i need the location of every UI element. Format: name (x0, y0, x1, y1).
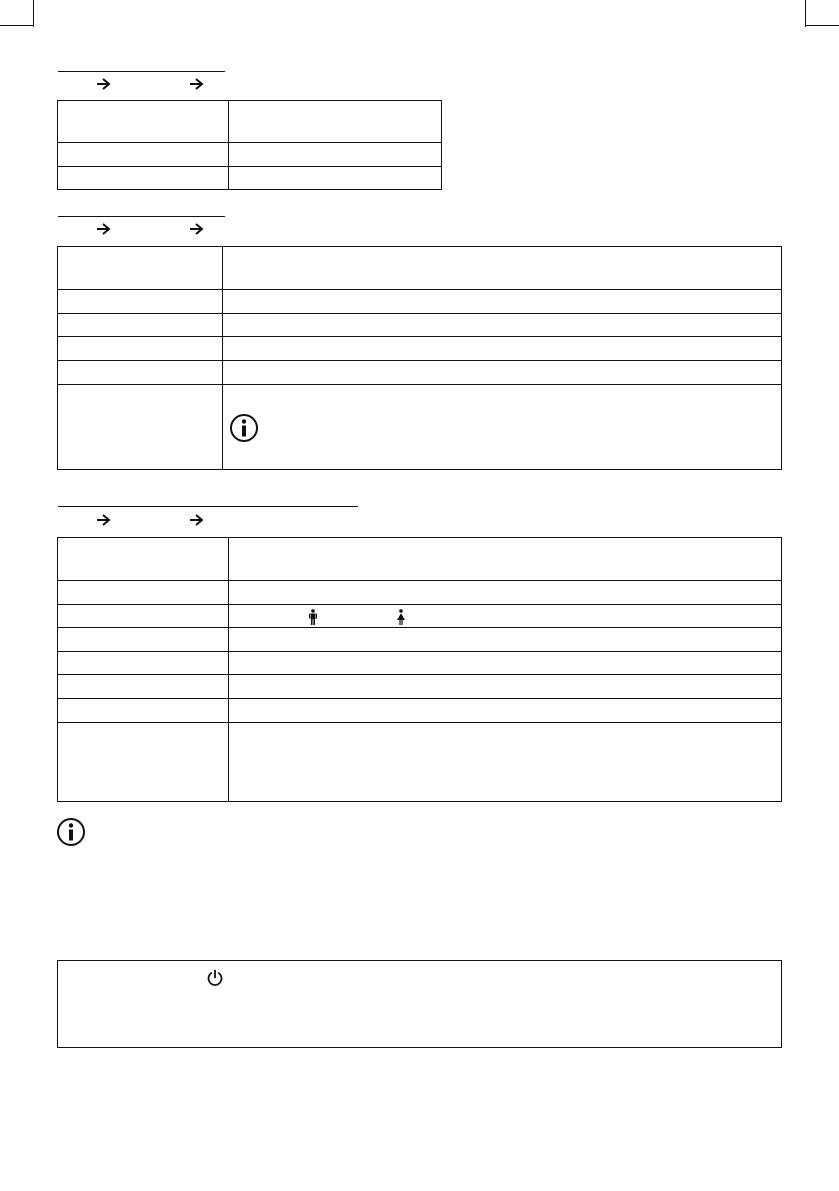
arrow-right-icon (97, 223, 111, 235)
table-info-row (58, 384, 781, 470)
table-row (58, 604, 781, 628)
arrow-right-icon (97, 78, 111, 90)
arrow-right-icon (190, 78, 204, 90)
table-header-row (58, 538, 781, 580)
info-icon (56, 817, 86, 847)
table-row (58, 722, 781, 802)
table-row (58, 289, 781, 313)
arrow-right-icon (190, 514, 204, 526)
table-row (58, 142, 441, 166)
male-figure-icon (308, 609, 318, 625)
table-row (58, 627, 781, 651)
table-row (58, 698, 781, 722)
female-figure-icon (396, 609, 406, 625)
crop-mark-right-horizontal (806, 25, 839, 26)
crop-mark-left-vertical (33, 0, 34, 27)
table-header-row (58, 247, 781, 289)
table-row (58, 651, 781, 675)
section-2-table (57, 246, 782, 470)
table-row (58, 313, 781, 337)
crop-mark-left-horizontal (0, 25, 33, 26)
table-row (58, 580, 781, 604)
table-row (58, 166, 441, 190)
crop-mark-right-vertical (805, 0, 806, 27)
table-row (58, 674, 781, 698)
table-row (58, 360, 781, 384)
info-icon (229, 413, 259, 443)
section-3-table (57, 537, 782, 802)
arrow-right-icon (190, 223, 204, 235)
power-note-box (57, 960, 782, 1048)
arrow-right-icon (97, 514, 111, 526)
power-icon (206, 969, 224, 987)
table-header-row (58, 101, 441, 142)
table-row (58, 336, 781, 360)
section-1-table (57, 100, 442, 190)
